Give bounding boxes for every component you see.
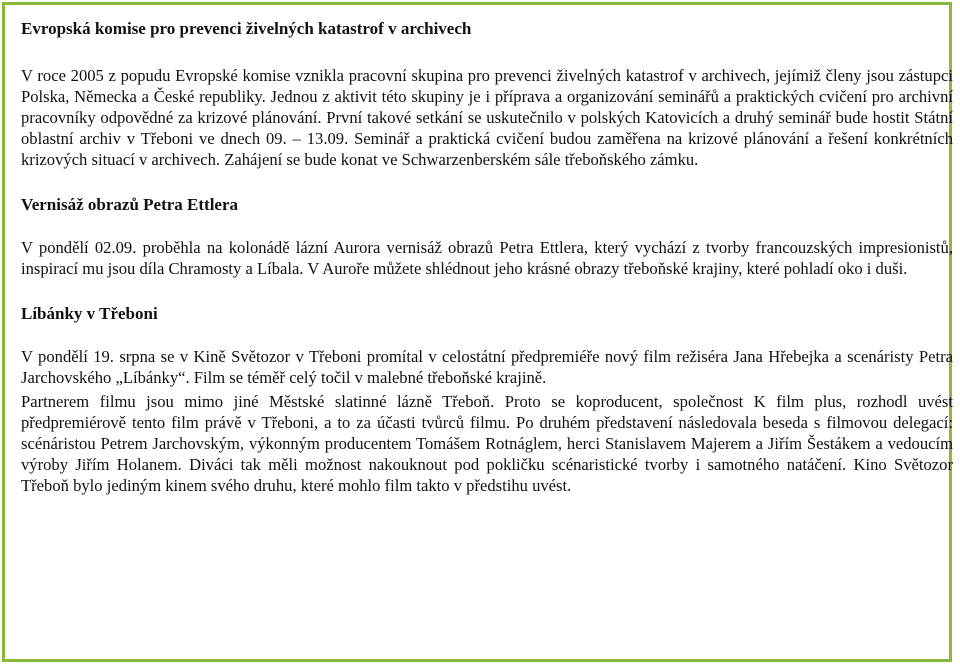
heading-evropska-komise: Evropská komise pro prevenci živelných katastrof v archivech	[21, 19, 472, 38]
heading-vernisaz: Vernisáž obrazů Petra Ettlera	[21, 195, 239, 214]
paragraph-libanky-premiere: V pondělí 19. srpna se v Kině Světozor v Třeboni promítal v celostátní předpremiéře nový film režiséra Jana Hřebejka a scenáristy Petra Jarchovského „Líbánky“. Film se téměř celý točil v malebné třeboňské krajině.	[21, 347, 953, 387]
document-content	[21, 17, 953, 496]
paragraph-evropska-komise: V roce 2005 z popudu Evropské komise vznikla pracovní skupina pro prevenci živelných katastrof v archivech, jejímiž členy jsou zástupci Polska, Německa a České republiky. Jednou z aktivit této skupiny je i příprava a organizování seminářů a praktických cvičení pro archivní pracovníky odpovědné za krizové plánování. První takové setkání se uskutečnilo v polských Katovicích a druhý seminář bude hostit Státní oblastní archiv v Třeboni ve dnech 09. – 13.09. Seminář a praktická cvičení budou zaměřena na krizové plánování a řešení konkrétních krizových situací v archivech. Zahájení se bude konat ve Schwarzenberském sále třeboňského zámku.	[21, 66, 953, 169]
paragraph-vernisaz: V pondělí 02.09. proběhla na kolonádě lázní Aurora vernisáž obrazů Petra Ettlera, který vychází z tvorby francouzských impresionistů, inspirací mu jsou díla Chramosty a Líbala. V Auroře můžete shlédnout jeho krásné obrazy třeboňské krajiny, které pohladí oko i duši.	[21, 238, 953, 278]
heading-libanky: Líbánky v Třeboni	[21, 304, 158, 323]
document-frame	[2, 2, 952, 662]
paragraph-libanky-partner: Partnerem filmu jsou mimo jiné Městské slatinné lázně Třeboň. Proto se koproducent, společnost K film plus, rozhodl uvést předpremiérově tento film právě v Třeboni, a to za účasti tvůrců filmu. Po druhém představení následovala beseda s filmovou delegací: scénáristou Petrem Jarchovským, výkonným producentem Tomášem Rotnáglem, herci Stanislavem Majerem a Jiřím Šestákem a vedoucím výroby Jiřím Holanem. Diváci tak měli možnost nakouknout pod pokličku scénaristické tvorby i samotného natáčení. Kino Světozor Třeboň bylo jediným kinem svého druhu, které mohlo film takto v předstihu uvést.	[21, 392, 953, 495]
